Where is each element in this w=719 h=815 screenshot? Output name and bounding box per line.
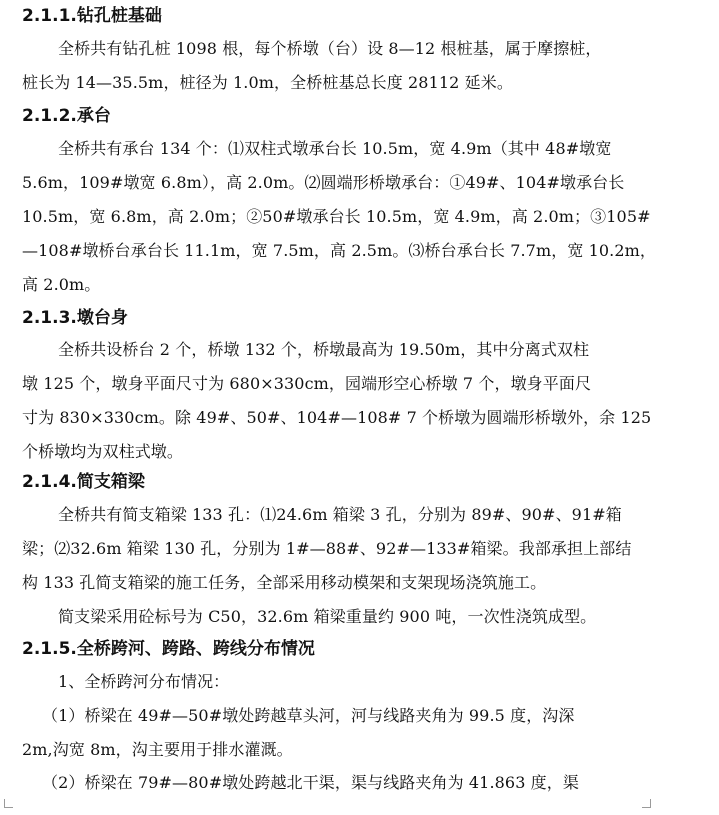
paragraph-river-crossings-title bbox=[22, 665, 662, 699]
text-line: 墩 125 个，墩身平面尺寸为 680×330cm，园端形空心桥墩 7 个，墩身平面尺 bbox=[22, 374, 592, 393]
text-line: 全桥共有钻孔桩 1098 根，每个桥墩（台）设 8—12 根桩基，属于摩擦桩， bbox=[58, 39, 602, 58]
section-heading-2-1-4: 2.1.4.简支箱梁 bbox=[22, 472, 145, 492]
section-heading-2-1-1: 2.1.1.钻孔桩基础 bbox=[22, 6, 162, 26]
page-corner-mark-right bbox=[642, 799, 651, 808]
text-line: 全桥共设桥台 2 个，桥墩 132 个，桥墩最高为 19.50m，其中分离式双柱 bbox=[58, 340, 590, 359]
text-line: —108#墩桥台承台长 11.1m，宽 7.5m，高 2.5m。⑶桥台承台长 7.7m，宽 10.2m， bbox=[22, 241, 657, 260]
text-line: 个桥墩均为双柱式墩。 bbox=[22, 442, 184, 461]
text-line: （2）桥梁在 79#—80#墩处跨越北干渠，渠与线路夹角为 41.863 度，渠 bbox=[42, 773, 579, 792]
section-heading-2-1-2: 2.1.2.承台 bbox=[22, 106, 111, 126]
text-line: 高 2.0m。 bbox=[22, 275, 101, 294]
text-line: （1）桥梁在 49#—50#墩处跨越草头河，河与线路夹角为 99.5 度，沟深 bbox=[42, 706, 575, 725]
text-line: 构 133 孔简支箱梁的施工任务，全部采用移动模架和支架现场浇筑施工。 bbox=[22, 573, 547, 592]
text-line: 5.6m，109#墩宽 6.8m），高 2.0m。⑵圆端形桥墩承台：①49#、104#墩承台长 bbox=[22, 173, 625, 192]
text-line: 1、全桥跨河分布情况： bbox=[58, 672, 230, 691]
list-item-crossing-2 bbox=[22, 766, 662, 800]
paragraph-concrete-grade bbox=[22, 600, 662, 634]
text-line: 全桥共有承台 134 个：⑴双柱式墩承台长 10.5m，宽 4.9m（其中 48#墩宽 bbox=[58, 139, 612, 158]
paragraph-pile-caps bbox=[22, 132, 662, 302]
paragraph-piers bbox=[22, 333, 662, 469]
text-line: 寸为 830×330cm。除 49#、50#、104#—108# 7 个桥墩为圆端形桥墩外，余 125 bbox=[22, 408, 652, 427]
text-line: 梁；⑵32.6m 箱梁 130 孔，分别为 1#—88#、92#—133#箱梁。我部承担上部结 bbox=[22, 539, 632, 558]
text-line: 10.5m，宽 6.8m，高 2.0m；②50#墩承台长 10.5m，宽 4.9m，高 2.0m；③105# bbox=[22, 207, 651, 226]
text-line: 桩长为 14—35.5m，桩径为 1.0m，全桥桩基总长度 28112 延米。 bbox=[22, 73, 513, 92]
text-line: 2m,沟宽 8m，沟主要用于排水灌溉。 bbox=[22, 740, 293, 759]
text-line: 简支梁采用砼标号为 C50，32.6m 箱梁重量约 900 吨，一次性浇筑成型。 bbox=[58, 607, 597, 626]
section-heading-2-1-3: 2.1.3.墩台身 bbox=[22, 308, 128, 328]
list-item-crossing-1 bbox=[22, 699, 662, 767]
text-line: 全桥共有简支箱梁 133 孔：⑴24.6m 箱梁 3 孔，分别为 89#、90#、91#箱 bbox=[58, 505, 622, 524]
paragraph-box-girders bbox=[22, 498, 662, 600]
page-corner-mark-left bbox=[4, 799, 13, 808]
section-heading-2-1-5: 2.1.5.全桥跨河、跨路、跨线分布情况 bbox=[22, 639, 315, 659]
paragraph-bored-piles bbox=[22, 32, 662, 100]
